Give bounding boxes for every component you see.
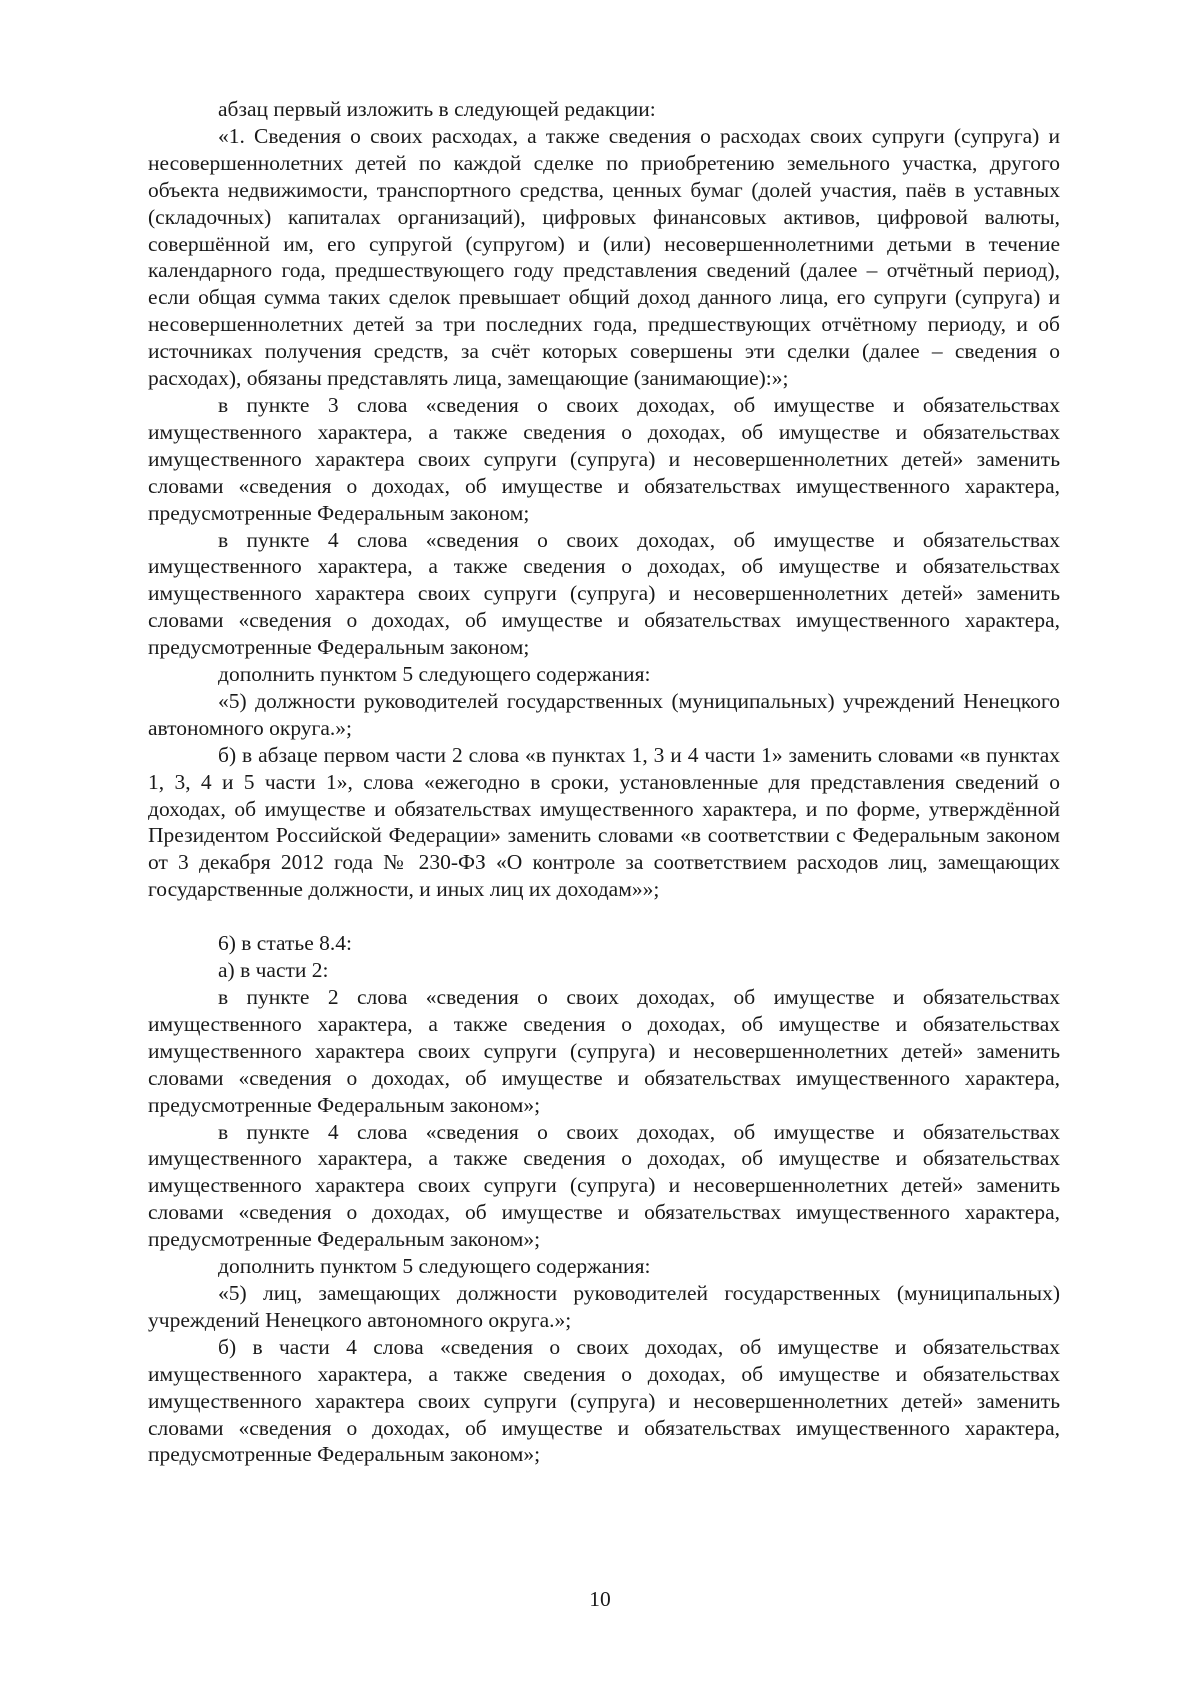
document-body <box>148 96 1060 1468</box>
page-number: 10 <box>589 1587 611 1611</box>
paragraph-5: дополнить пунктом 5 следующего содержания: <box>218 662 651 687</box>
paragraph-1: абзац первый изложить в следующей редакции: <box>218 97 656 121</box>
paragraph-4: в пункте 4 слова «сведения о своих доходах, об имуществе и обязательствах имущественного характера, а также сведения о доходах, об имуществе и обязательствах имущественного характера своих супруги (супруга) и несовершеннолетних детей» заменить словами «сведения о доходах, об имуществе и обязательствах имущественного характера, предусмотренные Федеральным законом; <box>148 527 1060 660</box>
paragraph-13: «5) лиц, замещающих должности руководителей государственных (муниципальных) учреждений Ненецкого автономного округа.»; <box>148 1280 1060 1332</box>
paragraph-8: 6) в статье 8.4: <box>218 931 352 956</box>
paragraph-2: «1. Сведения о своих расходах, а также сведения о расходах своих супруги (супруга) и несовершеннолетних детей по каждой сделке по приобретению земельного участка, другого объекта недвижимости, транспортного средства, ценных бумаг (долей участия, паёв в уставных (складочных) капиталах организаций), цифровых финансовых активов, цифровой валюты, совершённой им, его супругой (супругом) и (или) несовершеннолетними детьми в течение календарного года, предшествующего году представления сведений (далее – отчётный период), если общая сумма таких сделок превышает общий доход данного лица, его супруги (супруга) и несовершеннолетних детей за три последних года, предшествующих отчётному периоду, и об источниках получения средств, за счёт которых совершены эти сделки (далее – сведения о расходах), обязаны представлять лица, замещающие (занимающие):»; <box>148 123 1060 391</box>
paragraph-9: а) в части 2: <box>218 958 329 983</box>
paragraph-7: б) в абзаце первом части 2 слова «в пунктах 1, 3 и 4 части 1» заменить словами «в пунктах 1, 3, 4 и 5 части 1», слова «ежегодно в сроки, установленные для представления сведений о доходах, об имуществе и обязательствах имущественного характера, и по форме, утверждённой Президентом Российской Федерации» заменить словами «в соответствии с Федеральным законом от 3 декабря 2012 года № 230-ФЗ «О контроле за соответствием расходов лиц, замещающих государственные должности, и иных лиц их доходам»»; <box>148 742 1060 902</box>
paragraph-11: в пункте 4 слова «сведения о своих доходах, об имуществе и обязательствах имущественного характера, а также сведения о доходах, об имуществе и обязательствах имущественного характера своих супруги (супруга) и несовершеннолетних детей» заменить словами «сведения о доходах, об имуществе и обязательствах имущественного характера, предусмотренные Федеральным законом»; <box>148 1119 1060 1252</box>
paragraph-6: «5) должности руководителей государственных (муниципальных) учреждений Ненецкого автономного округа.»; <box>148 688 1060 740</box>
paragraph-3: в пункте 3 слова «сведения о своих доходах, об имуществе и обязательствах имущественного характера, а также сведения о доходах, об имуществе и обязательствах имущественного характера своих супруги (супруга) и несовершеннолетних детей» заменить словами «сведения о доходах, об имуществе и обязательствах имущественного характера, предусмотренные Федеральным законом; <box>148 392 1060 525</box>
paragraph-14: б) в части 4 слова «сведения о своих доходах, об имуществе и обязательствах имущественного характера, а также сведения о доходах, об имуществе и обязательствах имущественного характера своих супруги (супруга) и несовершеннолетних детей» заменить словами «сведения о доходах, об имуществе и обязательствах имущественного характера, предусмотренные Федеральным законом»; <box>148 1334 1060 1467</box>
paragraph-10: в пункте 2 слова «сведения о своих доходах, об имуществе и обязательствах имущественного характера, а также сведения о доходах, об имуществе и обязательствах имущественного характера своих супруги (супруга) и несовершеннолетних детей» заменить словами «сведения о доходах, об имуществе и обязательствах имущественного характера, предусмотренные Федеральным законом»; <box>148 985 1060 1117</box>
paragraph-12: дополнить пунктом 5 следующего содержания: <box>218 1254 651 1279</box>
